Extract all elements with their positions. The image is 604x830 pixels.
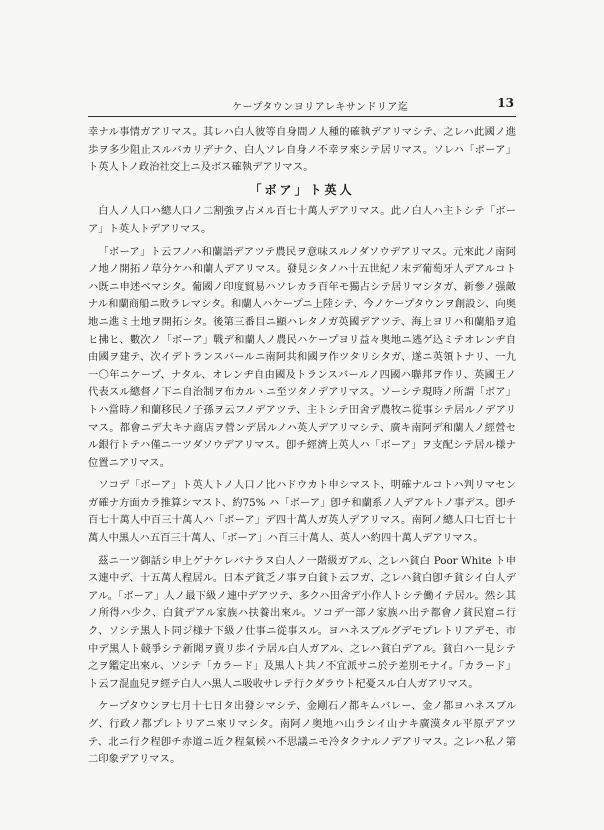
paragraph-1: 幸ナル事情ガアリマス。其レハ白人彼等自身間ノ人種的確執デアリマシテ、之レハ此國ノ進歩ヲ多少阻止スルバカリデナク、白人ソレ自身ノ不幸ヲ來シテ居リマス。ソレハ「ボーア」ト英人トノ政治社交上ニ及ボス確執デアリマス。 xyxy=(88,126,516,174)
section-title: 「ボア」ト英人 xyxy=(249,182,355,197)
page-number: 13 xyxy=(497,96,514,110)
page-header xyxy=(0,96,604,116)
paragraph-6: ケープタウンヲ七月十七日タ出發シマシテ、金剛石ノ都キムバレー、金ノ都ヨハネスブルグ、行政ノ都プレトリアニ來リマシタ。南阿ノ奥地ハ山ラシイ山ナキ廣漠タル平原デアツテ、北ニ行ク程卽チ赤道ニ近ク程氣候ハ不思議ニモ冷タクナルノデアリマス。之レハ私ノ第二印象デアリマス。 xyxy=(88,700,516,766)
header-rule xyxy=(88,116,516,117)
paragraph-2: 白人ノ人口ハ總人口ノ二割強ヲ占メル百七十萬人デアリマス。此ノ白人ハ主トシテ「ボーア」ト英人トデアリマス。 xyxy=(88,205,516,235)
paragraph-4: ソコデ「ボーア」ト英人トノ人口ノ比ハドウカト申シマスト、明確ナルコトハ判リマセンガ確ナ方面カラ推算シマスト、約75% ハ「ボーア」卽チ和蘭系ノ人デアルトノ事デス。卽チ百七十萬人中百三十萬人ハ「ボーア」デ四十萬人ガ英人デアリマス。南阿ノ總人口七百七十萬人中黒人ハ五百三十萬人、「ボーア」ハ百三十萬人、英人ハ約四十萬人デアリマス。 xyxy=(88,479,516,545)
paragraph-5: 茲ニ一ツ御話シ申上ゲナケレバナラヌ白人ノ一階級ガアル、之レハ貧白 Poor White ト申ス連中デ、十五萬人程居ル。日本デ貧乏ノ事ヲ白貧ト云フガ、之レハ貧白卽チ貧シイ白人デアル。「ボーア」人ノ最下級ノ連中デアツテ、多クハ田舍デ小作人トシテ働イテ居ル。然シ其ノ所得ハ少ク、白貧デアル家族ハ扶養出來ル。ソコデ一部ノ家族ハ出テ都會ノ貧民窟ニ行ク、ソシテ黒人ト同ジ様ナ下級ノ仕事ニ從事スル。ヨハネスブルグデモプレトリアデモ、市中デ黒人ト競爭シテ新聞ヲ賣リ歩イテ居ル白人ガアル、之レハ貧白デアル。貧白ハ一見シテ之ヲ鑑定出來ル、ソシテ「カラード」及黒人ト共ノ不宜派サニ於テ差別モナイ。「カラード」ト云フ混血兒ヲ經テ白人ハ黒人ニ吸收サレテ行クダラウト杞憂スル白人ガアリマス。 xyxy=(88,554,516,690)
page-body xyxy=(88,124,516,774)
paragraph-3: 「ボーア」ト云フノハ和蘭語デアツテ農民ヲ意味スルノダソウデアリマス。元來此ノ南阿ノ地ノ開拓ノ草分ケハ和蘭人デアリマス。發見シタノハ十五世紀ノ末デ葡萄牙人デアルコトハ既ニ申述ベマシタ。葡國ノ印度貿易ハソレカラ百年モ獨占シテ居リマシタガ、新參ノ强敵ナル和蘭商船ニ敗ラレマシタ。和蘭人ハケープニ上陸シテ、今ノケープタウンヲ創設シ、向奥地ニ進ミ土地ヲ開拓シタ。後第三番目ニ顯ハレタノガ英國デアツテ、海上ヨリハ和蘭船ヲ追ヒ拂ヒ、數次ノ「ボーア」戰デ和蘭人ノ農民ハケープヨリ益々奥地ニ逃ゲ込ミテオレンヂ自由國ヲ建テ、次イデトランスバールニ南阿共和國ヲ作ツタリシタガ、遂ニ英領トナリ、一九一〇年ニケープ、ナタル、オレンヂ自由國及トランスバールノ四國ハ聯邦ヲ作リ、英國王ノ代表スル總督ノ下ニ自治制ヲ布カルヽニ至ツタノデアリマス。ソーシテ現時ノ所謂「ボア」トハ當時ノ和蘭移民ノ子孫ヲ云フノデアツテ、主トシテ田舍デ農牧ニ從事シテ居ルノデアリマス。都會ニデ大キナ商店ヲ營ンデ居ルノハ英人デアリマシテ、廣キ南阿デ和蘭人ノ經營セル銀行トテハ僅ニ一ツダソウデアリマス。卽チ經濟上英人ハ「ボーア」ヲ支配シテ居ル様ナ位置ニアリマス。 xyxy=(88,245,516,469)
running-title: ケープタウンヨリアレキサンドリア迄 xyxy=(232,102,409,113)
